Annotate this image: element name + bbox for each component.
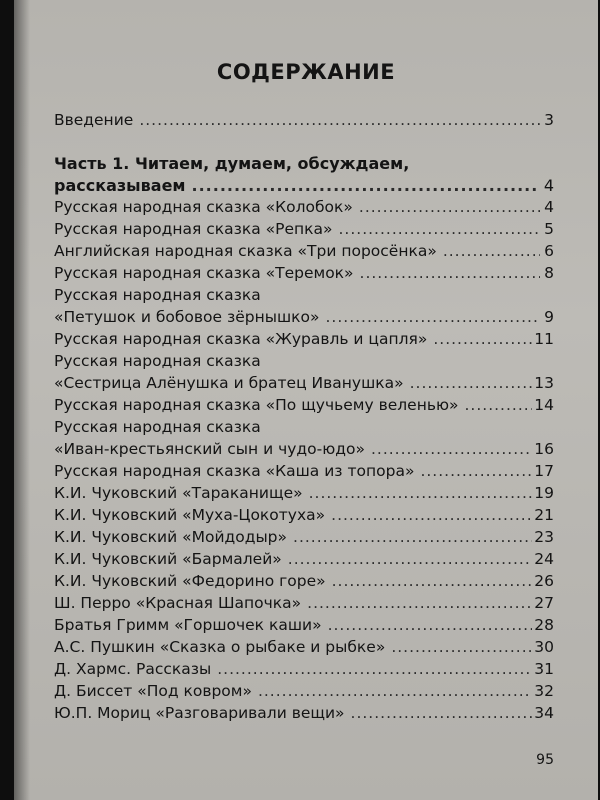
toc-leader-dots bbox=[465, 396, 533, 414]
toc-page-number: 30 bbox=[534, 638, 554, 656]
toc-page-number: 6 bbox=[544, 242, 554, 260]
toc-leader-dots bbox=[331, 506, 532, 524]
toc-leader-dots bbox=[339, 220, 541, 238]
toc-leader-dots bbox=[309, 484, 533, 502]
toc-entry-line bbox=[54, 286, 554, 308]
toc-page-number: 21 bbox=[534, 506, 554, 524]
toc-leader-dots bbox=[359, 198, 540, 216]
toc-entry-text: Русская народная сказка «Колобок» bbox=[54, 198, 353, 216]
toc-leader-dots bbox=[351, 704, 533, 722]
toc-leader-dots bbox=[420, 462, 532, 480]
toc-entry bbox=[54, 704, 554, 726]
toc-entry bbox=[54, 506, 554, 528]
toc-entry bbox=[54, 638, 554, 660]
toc-leader-dots bbox=[328, 616, 533, 634]
toc-page-number: 31 bbox=[534, 660, 554, 678]
toc-entry-text: Ю.П. Мориц «Разговаривали вещи» bbox=[54, 704, 345, 722]
toc-entry-text: Д. Хармс. Рассказы bbox=[54, 660, 212, 678]
toc-leader-dots bbox=[258, 682, 532, 700]
toc-page-number: 26 bbox=[534, 572, 554, 590]
toc-part-title: Часть 1. Читаем, думаем, обсуждаем, bbox=[54, 154, 410, 173]
page-number: 95 bbox=[536, 752, 554, 768]
toc-leader-dots bbox=[217, 660, 532, 678]
toc-leader-dots bbox=[443, 242, 540, 260]
toc-page-number: 4 bbox=[544, 198, 554, 216]
toc-leader-dots bbox=[433, 330, 532, 348]
toc-leader-dots bbox=[192, 176, 541, 195]
toc-page-number: 24 bbox=[534, 550, 554, 568]
table-of-contents bbox=[54, 111, 554, 726]
toc-entry bbox=[54, 374, 554, 396]
page-binding-shadow bbox=[14, 0, 30, 800]
toc-page-number: 19 bbox=[534, 484, 554, 502]
toc-page-number: 34 bbox=[534, 704, 554, 722]
toc-entry-text: К.И. Чуковский «Муха-Цокотуха» bbox=[54, 506, 326, 524]
toc-entry-text: Братья Гримм «Горшочек каши» bbox=[54, 616, 322, 634]
toc-leader-dots bbox=[139, 111, 540, 129]
toc-entry bbox=[54, 484, 554, 506]
toc-entry-text: Русская народная сказка bbox=[54, 352, 261, 370]
toc-entry-text: «Петушок и бобовое зёрнышко» bbox=[54, 308, 320, 326]
toc-leader-dots bbox=[391, 638, 532, 656]
toc-entry bbox=[54, 572, 554, 594]
toc-entry-intro bbox=[54, 111, 554, 133]
toc-page-number: 23 bbox=[534, 528, 554, 546]
toc-page-number: 5 bbox=[544, 220, 554, 238]
toc-entry bbox=[54, 220, 554, 242]
toc-entry-text: Д. Биссет «Под ковром» bbox=[54, 682, 252, 700]
toc-entry-text: Английская народная сказка «Три поросёнка» bbox=[54, 242, 437, 260]
toc-page-number: 11 bbox=[534, 330, 554, 348]
toc-entry-text: Русская народная сказка «Каша из топора» bbox=[54, 462, 415, 480]
toc-entry bbox=[54, 682, 554, 704]
toc-entry-line bbox=[54, 352, 554, 374]
toc-entry bbox=[54, 462, 554, 484]
toc-part-title-cont: рассказываем bbox=[54, 176, 186, 195]
toc-entry bbox=[54, 440, 554, 462]
toc-entry bbox=[54, 550, 554, 572]
toc-entry bbox=[54, 308, 554, 330]
toc-entry-text: Русская народная сказка «Репка» bbox=[54, 220, 333, 238]
toc-entry bbox=[54, 242, 554, 264]
toc-leader-dots bbox=[371, 440, 532, 458]
toc-leader-dots bbox=[326, 308, 541, 326]
toc-entry-text: Русская народная сказка bbox=[54, 418, 261, 436]
toc-page-number: 9 bbox=[544, 308, 554, 326]
toc-entry-text: К.И. Чуковский «Мойдодыр» bbox=[54, 528, 288, 546]
toc-page-number: 3 bbox=[544, 111, 554, 129]
toc-page-number: 8 bbox=[544, 264, 554, 282]
toc-leader-dots bbox=[307, 594, 532, 612]
toc-entry-text: Ш. Перро «Красная Шапочка» bbox=[54, 594, 302, 612]
toc-entry-text: «Иван-крестьянский сын и чудо-юдо» bbox=[54, 440, 365, 458]
toc-page-number: 16 bbox=[534, 440, 554, 458]
toc-entry bbox=[54, 528, 554, 550]
toc-page-number: 4 bbox=[543, 176, 554, 195]
toc-page-number: 17 bbox=[534, 462, 554, 480]
toc-part-heading-line2 bbox=[54, 176, 554, 198]
book-page bbox=[14, 0, 598, 800]
toc-entry-text: Русская народная сказка «По щучьему веленью» bbox=[54, 396, 459, 414]
toc-entry-text: К.И. Чуковский «Тараканище» bbox=[54, 484, 303, 502]
toc-entry-text: А.С. Пушкин «Сказка о рыбаке и рыбке» bbox=[54, 638, 386, 656]
toc-entry-text: Русская народная сказка bbox=[54, 286, 261, 304]
toc-page-number: 13 bbox=[534, 374, 554, 392]
toc-entry bbox=[54, 396, 554, 418]
toc-leader-dots bbox=[332, 572, 533, 590]
toc-leader-dots bbox=[360, 264, 540, 282]
toc-entry-text: К.И. Чуковский «Бармалей» bbox=[54, 550, 282, 568]
toc-entries bbox=[54, 198, 554, 726]
toc-entry-line bbox=[54, 418, 554, 440]
toc-page-number: 14 bbox=[534, 396, 554, 414]
toc-page-number: 32 bbox=[534, 682, 554, 700]
toc-entry bbox=[54, 198, 554, 220]
toc-page-number: 27 bbox=[534, 594, 554, 612]
toc-entry bbox=[54, 330, 554, 352]
toc-leader-dots bbox=[410, 374, 533, 392]
toc-entry-text: Русская народная сказка «Теремок» bbox=[54, 264, 354, 282]
toc-entry bbox=[54, 616, 554, 638]
toc-leader-dots bbox=[293, 528, 532, 546]
toc-entry-text: Русская народная сказка «Журавль и цапля» bbox=[54, 330, 428, 348]
toc-entry-text: К.И. Чуковский «Федорино горе» bbox=[54, 572, 326, 590]
toc-entry-text: Введение bbox=[54, 111, 134, 129]
toc-part-heading-line1 bbox=[54, 154, 554, 176]
toc-entry bbox=[54, 594, 554, 616]
toc-entry-text: «Сестрица Алёнушка и братец Иванушка» bbox=[54, 374, 404, 392]
toc-page-number: 28 bbox=[534, 616, 554, 634]
toc-leader-dots bbox=[288, 550, 533, 568]
toc-entry bbox=[54, 660, 554, 682]
page-title: СОДЕРЖАНИЕ bbox=[216, 60, 396, 84]
toc-entry bbox=[54, 264, 554, 286]
